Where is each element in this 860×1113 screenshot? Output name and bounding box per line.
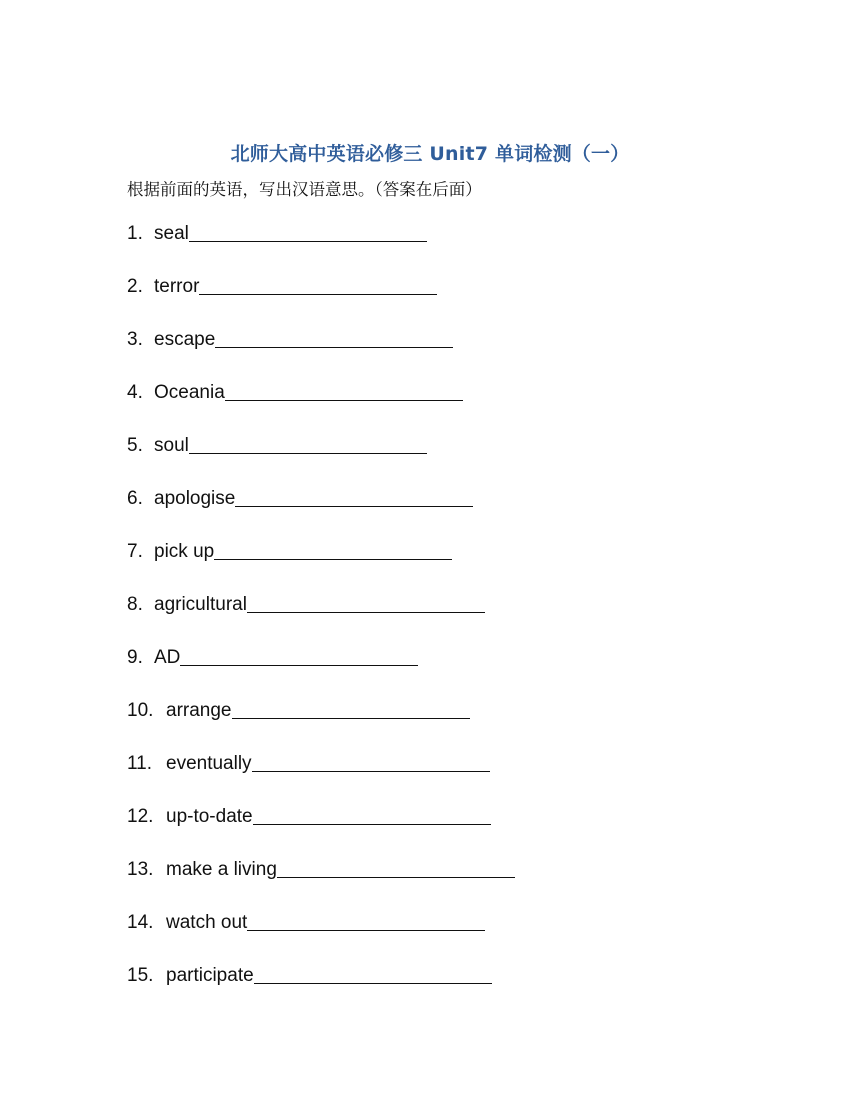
answer-blank[interactable] — [254, 963, 492, 984]
item-word: eventually — [166, 753, 252, 774]
item-word: escape — [154, 329, 216, 350]
answer-blank[interactable] — [252, 751, 490, 772]
list-item — [127, 857, 515, 910]
item-word: up-to-date — [166, 806, 253, 827]
item-number: 8. — [127, 594, 143, 615]
item-number: 5. — [127, 435, 143, 456]
list-item — [127, 592, 515, 645]
item-number: 13. — [127, 859, 154, 880]
list-item — [127, 380, 515, 433]
answer-blank[interactable] — [199, 274, 437, 295]
item-word: terror — [154, 276, 200, 297]
item-number: 12. — [127, 806, 154, 827]
list-item — [127, 274, 515, 327]
instruction-text: 根据前面的英语，写出汉语意思。（答案在后面） — [127, 180, 482, 199]
answer-blank[interactable] — [277, 857, 515, 878]
item-word: agricultural — [154, 594, 247, 615]
item-number: 3. — [127, 329, 143, 350]
item-word: watch out — [166, 912, 248, 933]
answer-blank[interactable] — [247, 910, 485, 931]
item-word: pick up — [154, 541, 215, 562]
answer-blank[interactable] — [235, 486, 473, 507]
answer-blank[interactable] — [232, 698, 470, 719]
page-title: 北师大高中英语必修三 Unit7 单词检测（一） — [230, 143, 630, 165]
list-item — [127, 751, 515, 804]
item-word: apologise — [154, 488, 236, 509]
list-item — [127, 910, 515, 963]
item-word: soul — [154, 435, 189, 456]
item-number: 2. — [127, 276, 143, 297]
list-item — [127, 645, 515, 698]
list-item — [127, 804, 515, 857]
item-word: seal — [154, 223, 189, 244]
item-word: make a living — [166, 859, 277, 880]
answer-blank[interactable] — [253, 804, 491, 825]
answer-blank[interactable] — [225, 380, 463, 401]
answer-blank[interactable] — [180, 645, 418, 666]
item-word: arrange — [166, 700, 232, 721]
list-item — [127, 221, 515, 274]
list-item — [127, 963, 515, 1016]
vocabulary-list — [127, 221, 515, 1016]
list-item — [127, 327, 515, 380]
item-number: 11. — [127, 753, 153, 774]
item-number: 6. — [127, 488, 143, 509]
item-number: 1. — [127, 223, 143, 244]
list-item — [127, 698, 515, 751]
list-item — [127, 433, 515, 486]
item-number: 14. — [127, 912, 154, 933]
item-word: AD — [154, 647, 181, 668]
answer-blank[interactable] — [247, 592, 485, 613]
item-word: participate — [166, 965, 254, 986]
item-number: 7. — [127, 541, 143, 562]
item-number: 10. — [127, 700, 154, 721]
answer-blank[interactable] — [189, 433, 427, 454]
list-item — [127, 539, 515, 592]
item-word: Oceania — [154, 382, 225, 403]
answer-blank[interactable] — [189, 221, 427, 242]
item-number: 15. — [127, 965, 154, 986]
answer-blank[interactable] — [215, 327, 453, 348]
item-number: 4. — [127, 382, 143, 403]
item-number: 9. — [127, 647, 143, 668]
list-item — [127, 486, 515, 539]
answer-blank[interactable] — [214, 539, 452, 560]
